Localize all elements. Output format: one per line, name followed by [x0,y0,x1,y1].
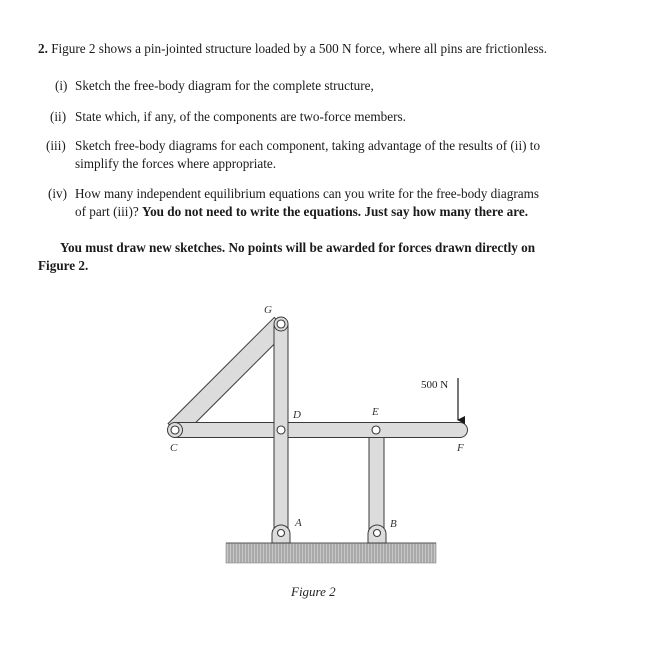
part-iv-text-1: How many independent equilibrium equations can you write for the free-body diagrams [75,186,539,201]
pin-c [168,423,183,438]
part-iv-text-2-plain: of part (iii)? [75,204,143,219]
label-b: B [390,518,397,530]
part-iii-text-2: simplify the forces where appropriate. [75,156,277,171]
note-line-2: Figure 2. [38,258,89,273]
part-i-text: Sketch the free-body diagram for the complete structure, [75,78,374,93]
part-iv-bold-instruction: You do not need to write the equations. Just say how many there are. [142,204,528,219]
pin-g [274,317,288,331]
part-iii-label: (iii) [46,138,66,153]
ground-hatch [226,543,436,563]
part-iv-label: (iv) [48,186,68,201]
load-label: 500 N [421,379,449,391]
label-a: A [295,517,302,529]
part-ii-label: (ii) [50,109,67,124]
note-line-1: You must draw new sketches. No points will be awarded for forces drawn directly on [60,240,536,255]
member-cg [168,317,288,436]
member-cf [175,423,468,438]
part-ii-text: State which, if any, of the components are two-force members. [75,109,406,124]
label-e: E [372,406,379,418]
figure-caption: Figure 2 [291,584,336,599]
label-c: C [170,442,178,454]
label-d: D [293,409,301,421]
question-intro: Figure 2 shows a pin-jointed structure loaded by a 500 N force, where all pins are frictionless. [51,41,548,56]
pin-d [277,426,285,434]
label-f: F [457,442,464,454]
pin-e [372,426,380,434]
question-number: 2. [38,41,48,56]
part-i-label: (i) [55,78,68,93]
pin-b [374,530,381,537]
label-g: G [264,304,272,316]
part-iii-text-1: Sketch free-body diagrams for each component, taking advantage of the results of (ii) to [75,138,541,153]
member-eb [369,438,384,535]
pin-a [278,530,285,537]
